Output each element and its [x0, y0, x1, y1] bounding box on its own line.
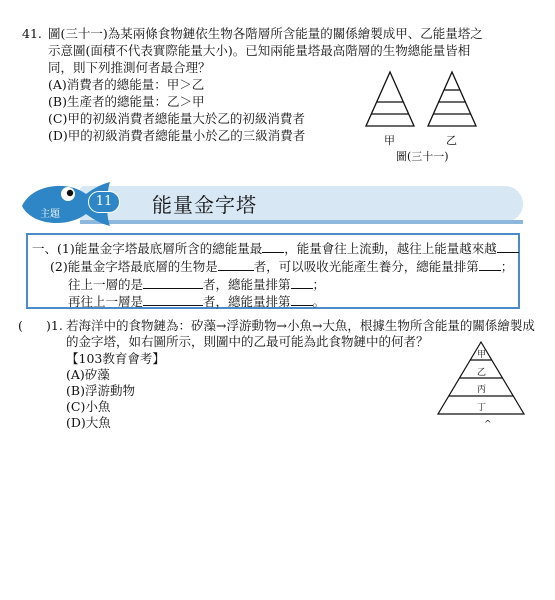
answer-blank[interactable] — [143, 276, 203, 289]
question-stem-line: 示意圖(面積不代表實際能量大小)。已知兩能量塔最高階層的生物總能量皆相 — [48, 43, 471, 58]
answer-blank[interactable] — [262, 240, 284, 253]
answer-blank[interactable] — [218, 258, 254, 271]
summary-text: 者，總能量排第 — [203, 277, 291, 292]
summary-text: 者，可以吸收光能產生養分，總能量排第 — [253, 259, 479, 274]
caret-mark: ^ — [484, 420, 492, 430]
pyramid-level-label: 乙 — [477, 368, 487, 378]
answer-blank[interactable] — [143, 293, 203, 306]
summary-line-3 — [68, 275, 325, 293]
topic-banner — [18, 180, 523, 230]
summary-text: 。 — [312, 294, 326, 309]
answer-blank[interactable] — [479, 258, 501, 271]
energy-pyramids-diagram — [360, 66, 490, 136]
option-d: (D)大魚 — [66, 415, 111, 430]
summary-text: (1)能量金字塔最底層所含的總能量最 — [57, 241, 263, 256]
topic-title: 能量金字塔 — [152, 193, 257, 217]
summary-text: 再往上一層是 — [68, 294, 144, 309]
pyramid-b — [428, 72, 476, 126]
option-b: (B)浮游動物 — [66, 383, 135, 398]
food-chain-pyramid-figure — [436, 340, 526, 430]
banner-underline — [80, 220, 523, 224]
option-d: (D)甲的初級消費者總能量小於乙的三級消費者 — [48, 128, 306, 143]
summary-text: (2)能量金字塔最底層的生物是 — [50, 259, 218, 274]
pyramid-level-label: 甲 — [477, 350, 487, 360]
summary-box — [26, 233, 520, 309]
answer-blank[interactable] — [497, 240, 519, 253]
question-stem-line: 若海洋中的食物鏈為：矽藻→浮游動物→小魚→大魚，根據生物所含能量的關係繪製成 — [66, 318, 535, 333]
pyramid-b-label: 乙 — [446, 134, 457, 147]
summary-text: ； — [500, 259, 514, 274]
summary-line-4 — [68, 292, 325, 310]
topic-number-badge: 11 — [88, 191, 120, 213]
question-stem-line: 圖(三十一)為某兩條食物鏈依生物各階層所含能量的關係繪製成甲、乙能量塔之 — [48, 26, 483, 41]
answer-blank[interactable] — [291, 276, 313, 289]
summary-line-1 — [32, 239, 519, 257]
pyramid-level-label: 丙 — [477, 385, 487, 395]
question-stem-line: 的金字塔，如右圖所示，則圖中的乙最可能為此食物鏈中的何者？ — [66, 334, 429, 349]
option-c: (C)小魚 — [66, 399, 111, 414]
question-stem-line: 同，則下列推測何者最合理？ — [48, 60, 211, 75]
question-number: )1. — [46, 318, 63, 333]
option-c: (C)甲的初級消費者總能量大於乙的初級消費者 — [48, 111, 305, 126]
answer-paren-left: ( — [18, 318, 23, 333]
pyramid-a — [366, 72, 414, 126]
summary-line-2 — [50, 257, 513, 275]
summary-text: ； — [312, 277, 326, 292]
pyramid-a-label: 甲 — [384, 134, 395, 147]
option-a: (A)消費者的總能量：甲＞乙 — [48, 77, 205, 92]
option-a: (A)矽藻 — [66, 367, 110, 382]
option-b: (B)生產者的總能量：乙＞甲 — [48, 94, 205, 109]
answer-blank[interactable] — [291, 293, 313, 306]
banner-bar — [80, 186, 523, 222]
figure-caption: 圖(三十一) — [396, 150, 449, 163]
topic-label: 主題 — [40, 209, 60, 220]
summary-text: 者，總能量排第 — [203, 294, 291, 309]
summary-text: ，能量會往上流動，越往上能量越來越 — [284, 241, 497, 256]
energy-pyramid-figure — [360, 66, 490, 166]
summary-text: 往上一層的是 — [68, 277, 144, 292]
summary-prefix: 一、 — [32, 241, 58, 256]
pyramid-level-label: 丁 — [477, 403, 487, 413]
question-source: 【103教育會考】 — [66, 351, 165, 366]
question-number: 41. — [22, 26, 42, 41]
